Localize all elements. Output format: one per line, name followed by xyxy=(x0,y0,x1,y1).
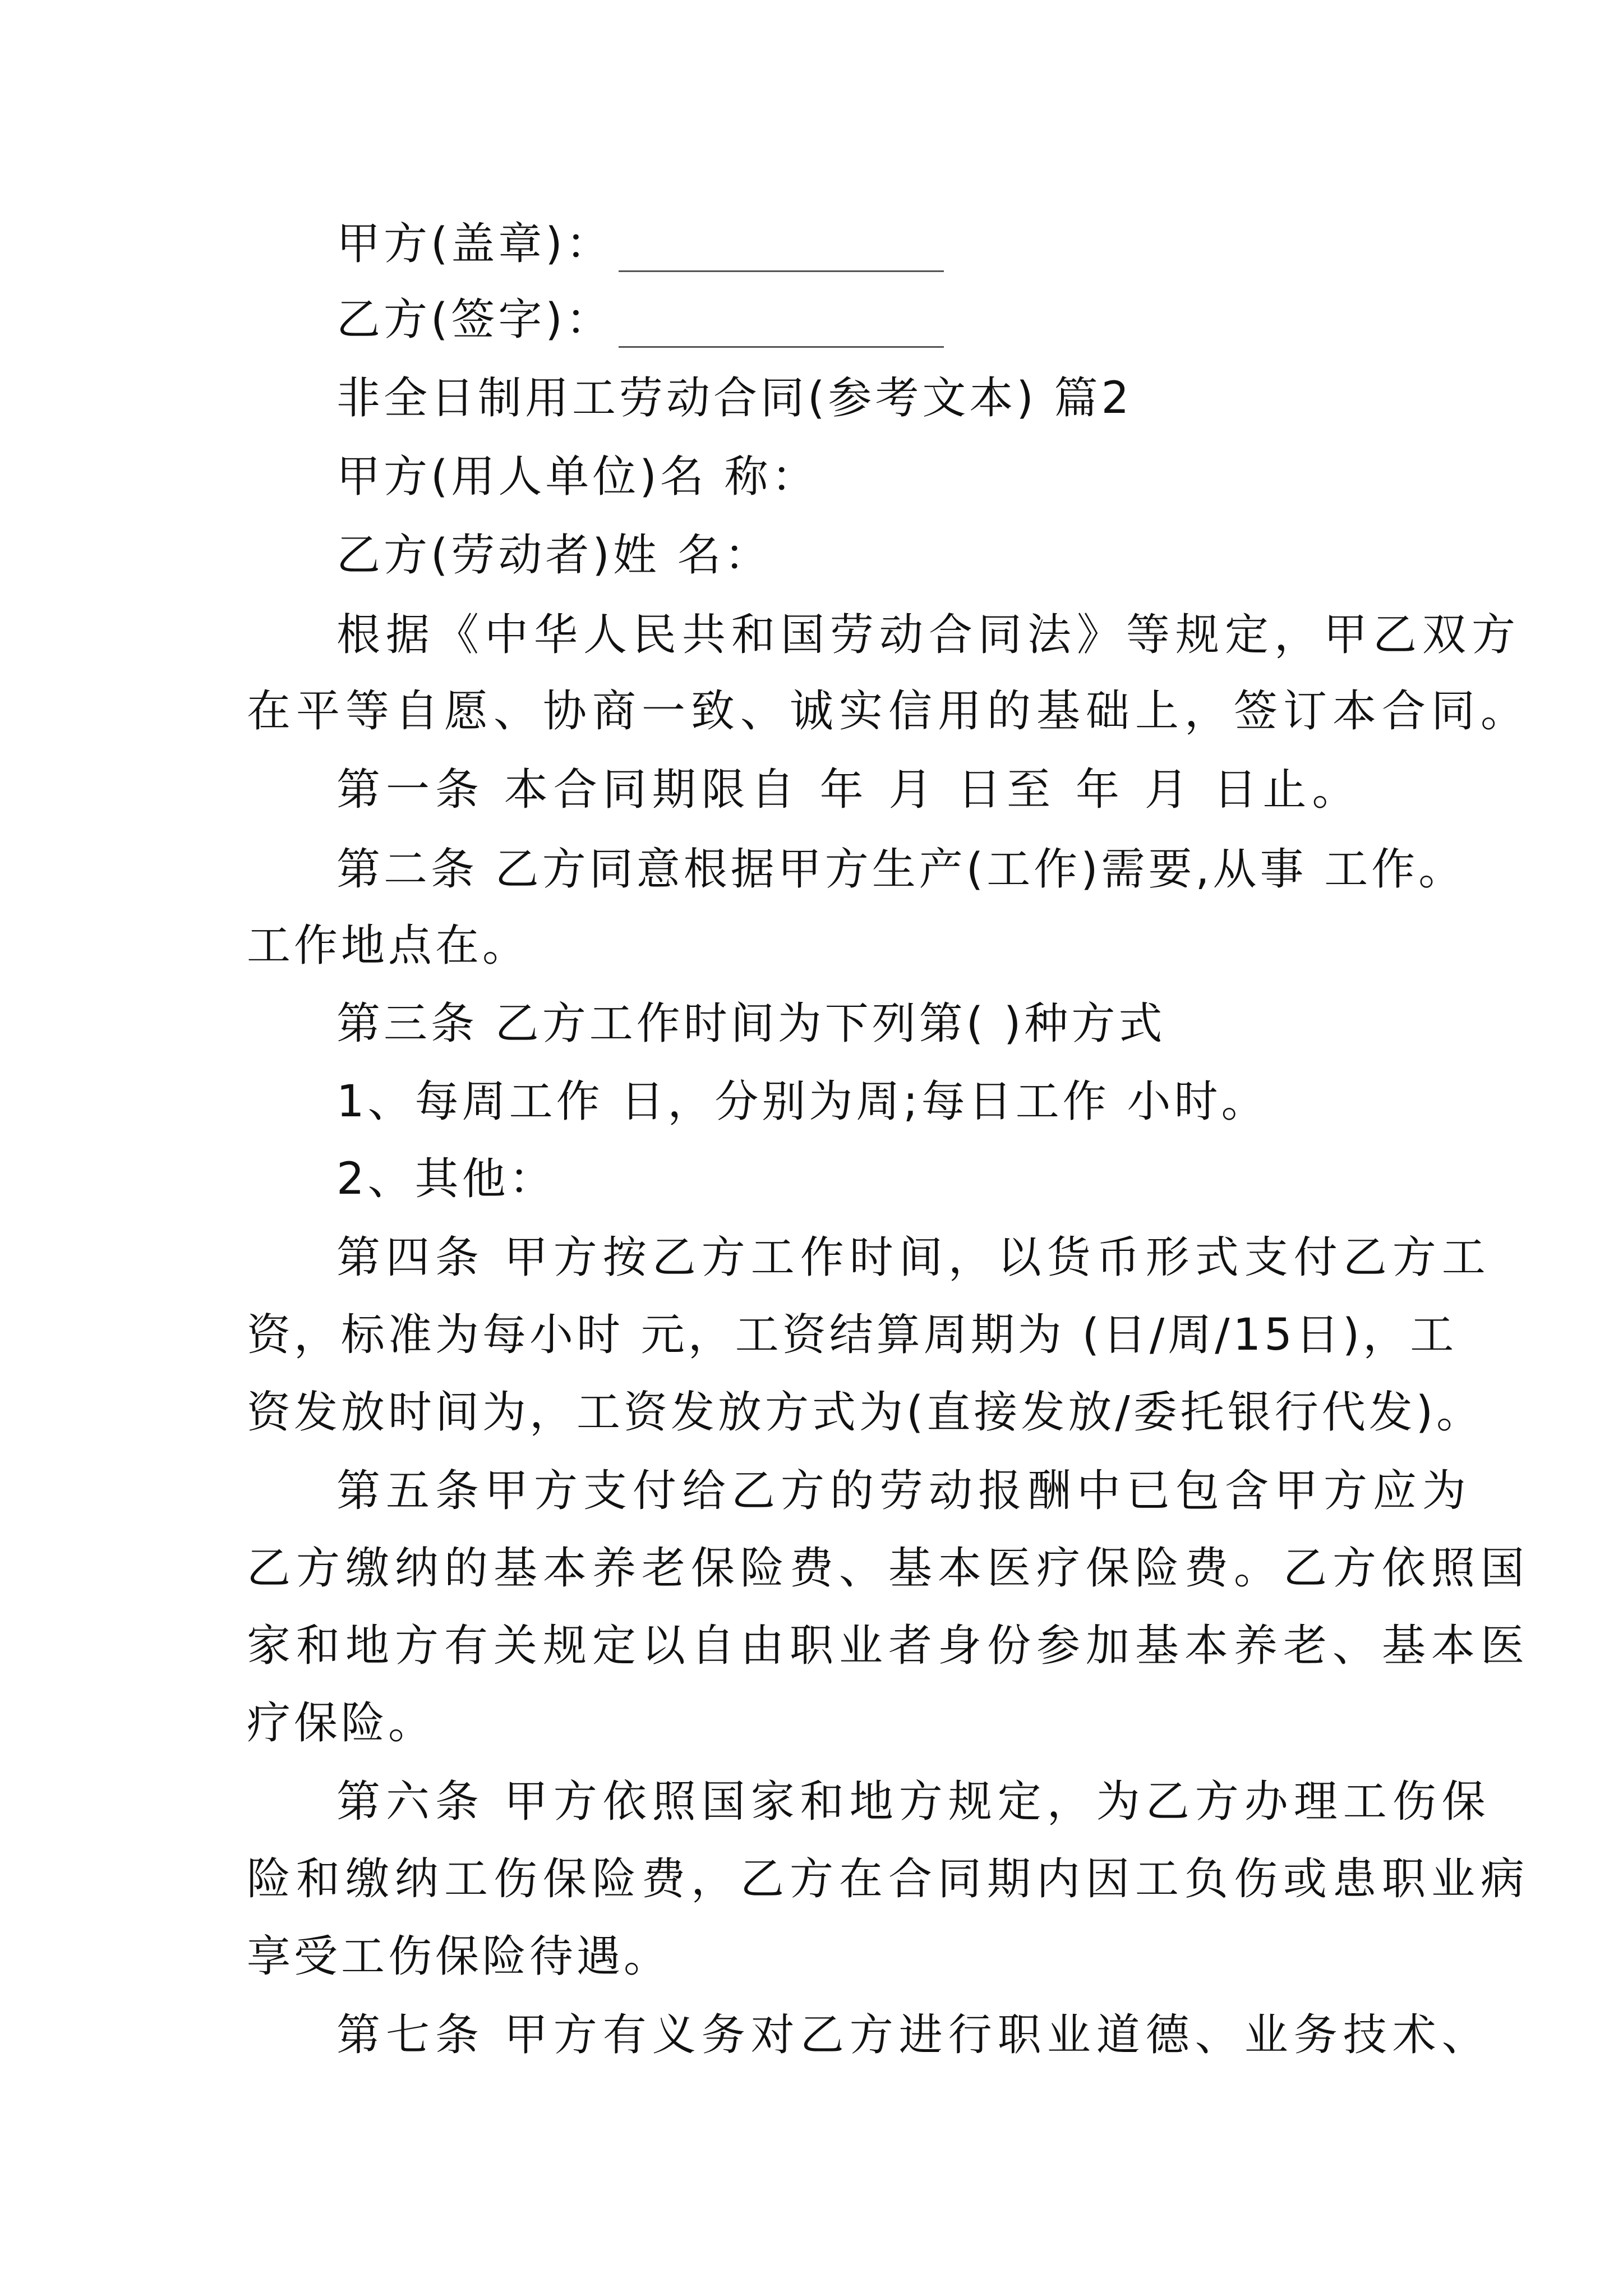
article-3: 第三条 乙方工作时间为下列第( )种方式 xyxy=(336,999,1166,1049)
party-a-name-label: 甲方(用人单位)名 称： xyxy=(336,452,819,502)
article-4-line-1: 第四条 甲方按乙方工作时间，以货币形式支付乙方工 xyxy=(336,1232,1491,1283)
article-6-line-2: 险和缴纳工伤保险费，乙方在合同期内因工负伤或患职业病 xyxy=(247,1854,1530,1904)
article-6-line-1: 第六条 甲方依照国家和地方规定，为乙方办理工伤保 xyxy=(336,1777,1491,1827)
party-b-name-label: 乙方(劳动者)姓 名： xyxy=(336,530,772,581)
article-3-option-2: 2、其他： xyxy=(336,1154,556,1204)
article-4-line-3: 资发放时间为，工资发放方式为(直接发放/委托银行代发)。 xyxy=(247,1387,1484,1438)
article-6-line-3: 享受工伤保险待遇。 xyxy=(247,1931,671,1982)
article-1: 第一条 本合同期限自 年 月 日至 年 月 日止。 xyxy=(336,765,1362,815)
contract-heading: 非全日制用工劳动合同(参考文本) 篇2 xyxy=(336,373,1133,424)
party-b-sign-row xyxy=(336,292,944,348)
article-5-line-3: 家和地方有关规定以自由职业者身份参加基本养老、基本医 xyxy=(247,1621,1530,1671)
article-7-line-1: 第七条 甲方有义务对乙方进行职业道德、业务技术、 xyxy=(336,2010,1491,2060)
party-a-seal-blank xyxy=(619,231,944,272)
preamble-line-2: 在平等自愿、协商一致、诚实信用的基础上，签订本合同。 xyxy=(247,686,1530,737)
article-4-line-2: 资，标准为每小时 元，工资结算周期为 (日/周/15日)，工 xyxy=(247,1310,1458,1360)
party-b-sign-blank xyxy=(619,307,944,348)
article-5-line-4: 疗保险。 xyxy=(247,1698,436,1749)
party-a-seal-row xyxy=(336,216,944,272)
preamble-line-1: 根据《中华人民共和国劳动合同法》等规定，甲乙双方 xyxy=(336,610,1521,660)
article-3-option-1: 1、每周工作 日，分别为周;每日工作 小时。 xyxy=(336,1076,1269,1127)
article-2-line-2: 工作地点在。 xyxy=(247,921,530,971)
article-5-line-2: 乙方缴纳的基本养老保险费、基本医疗保险费。乙方依照国 xyxy=(247,1543,1530,1594)
article-5-line-1: 第五条甲方支付给乙方的劳动报酬中已包含甲方应为 xyxy=(336,1466,1472,1516)
party-b-sign-label: 乙方(签字)： xyxy=(336,295,613,345)
article-2-line-1: 第二条 乙方同意根据甲方生产(工作)需要,从事 工作。 xyxy=(336,844,1466,895)
party-a-seal-label: 甲方(盖章)： xyxy=(336,219,613,269)
